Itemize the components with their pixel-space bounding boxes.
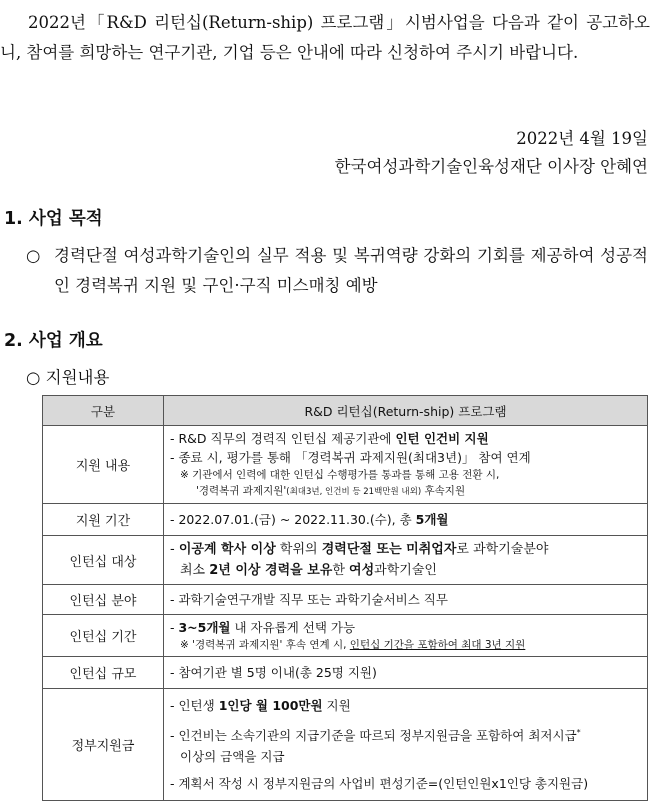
underlined-note: 인턴십 기간을 포함하여 최대 3년 지원	[349, 639, 526, 651]
note-line	[170, 483, 641, 500]
table-row	[43, 657, 648, 689]
issuer-name: 한국여성과학기술인육성재단 이사장 안혜연	[334, 157, 648, 176]
text-fragment: '경력복귀 과제지원'	[196, 485, 287, 497]
announcement-date: 2022년 4월 19일	[516, 129, 648, 148]
section-1-title: 1. 사업 목적	[4, 209, 103, 229]
section-2-title: 2. 사업 개요	[4, 331, 103, 351]
emphasis: 여성	[349, 563, 375, 578]
row-content	[164, 689, 648, 801]
row-content	[164, 615, 648, 657]
row-label: 정부지원금	[43, 689, 164, 801]
table-header-row	[43, 396, 648, 426]
row-content: - 참여기관 별 5명 이내(총 25명 지원)	[164, 657, 648, 689]
text-fragment: - 2022.07.01.(금) ~ 2022.11.30.(수), 총	[170, 512, 416, 527]
table-row	[43, 536, 648, 585]
row-content	[164, 536, 648, 585]
text-fragment: 한	[332, 563, 350, 578]
emphasis: 1인당 월 100만원	[218, 698, 323, 713]
support-content-heading: ○ 지원내용	[26, 368, 110, 387]
emphasis: 2년 이상 경력을 보유	[209, 563, 333, 578]
text-fragment: - 인건비는 소속기관의 지급기준을 따르되 정부지원금을 포함하여 최저시급	[170, 728, 577, 744]
text-fragment: 최소	[180, 563, 210, 578]
row-content	[164, 426, 648, 504]
text-fragment: 지원	[322, 698, 351, 713]
purpose-text: 경력단절 여성과학기술인의 실무 적용 및 복귀역량 강화의 기회를 제공하여 성공적인 경력복귀 지원 및 구인·구직 미스매칭 예방	[54, 246, 648, 295]
text-fragment: 과학기술인	[374, 563, 437, 578]
table-row	[43, 615, 648, 657]
text-fragment: 학위의	[275, 542, 322, 557]
emphasis: 이공계 학사 이상	[178, 542, 276, 557]
text-fragment: -	[170, 542, 179, 557]
table-row	[43, 426, 648, 504]
text-line: - 계획서 작성 시 정부지원금의 사업비 편성기준=(인턴인원x1인당 총지원금)	[170, 776, 589, 792]
text-fragment: 내 자유롭게 선택 가능	[230, 620, 356, 635]
row-label: 인턴십 대상	[43, 536, 164, 585]
intro-paragraph	[0, 8, 650, 68]
text-line: 이상의 금액을 지급	[180, 749, 285, 765]
emphasis: 인턴 인건비 지원	[395, 431, 489, 446]
header-category: 구분	[43, 396, 164, 426]
row-label: 지원 내용	[43, 426, 164, 504]
emphasis: 경력단절 또는 미취업자	[321, 542, 457, 557]
text-fragment: 후속지원	[421, 485, 466, 497]
row-content: - 과학기술연구개발 직무 또는 과학기술서비스 직무	[164, 585, 648, 615]
text-fragment: -	[170, 620, 179, 635]
table-row	[43, 689, 648, 801]
table-row	[43, 504, 648, 536]
note-line: ※ 기관에서 인력에 대한 인턴십 수행평가를 통과를 통해 고용 전환 시,	[180, 469, 500, 481]
header-program: R&D 리턴십(Return-ship) 프로그램	[164, 396, 648, 426]
program-overview-table	[42, 395, 648, 801]
section-1-body	[26, 241, 648, 301]
text-fragment: 로 과학기술분야	[456, 542, 549, 557]
text-fragment: ※ '경력복귀 과제지원' 후속 연계 시,	[180, 639, 350, 651]
row-label: 인턴십 규모	[43, 657, 164, 689]
row-label: 인턴십 기간	[43, 615, 164, 657]
emphasis: 5개월	[415, 512, 449, 527]
text-fragment: (최대3년, 인건비 등 21백만원 내외)	[286, 487, 422, 497]
table-row	[43, 585, 648, 615]
row-label: 지원 기간	[43, 504, 164, 536]
text-fragment: - R&D 직무의 경력직 인턴십 제공기관에	[170, 431, 396, 446]
row-label: 인턴십 분야	[43, 585, 164, 615]
text-fragment: - 인턴생	[170, 698, 219, 713]
footnote-mark: *	[576, 728, 581, 737]
emphasis: 3~5개월	[178, 620, 231, 635]
row-content	[164, 504, 648, 536]
bullet-circle: ○	[26, 246, 41, 265]
text-line: - 종료 시, 평가를 통해 「경력복귀 과제지원(최대3년)」 참여 연계	[170, 450, 531, 465]
intro-text: 2022년「R&D 리턴십(Return-ship) 프로그램」시범사업을 다음과 같이 공고하오니, 참여를 희망하는 연구기관, 기업 등은 안내에 따라 신청하여 주시기 바랍니다.	[0, 13, 650, 62]
